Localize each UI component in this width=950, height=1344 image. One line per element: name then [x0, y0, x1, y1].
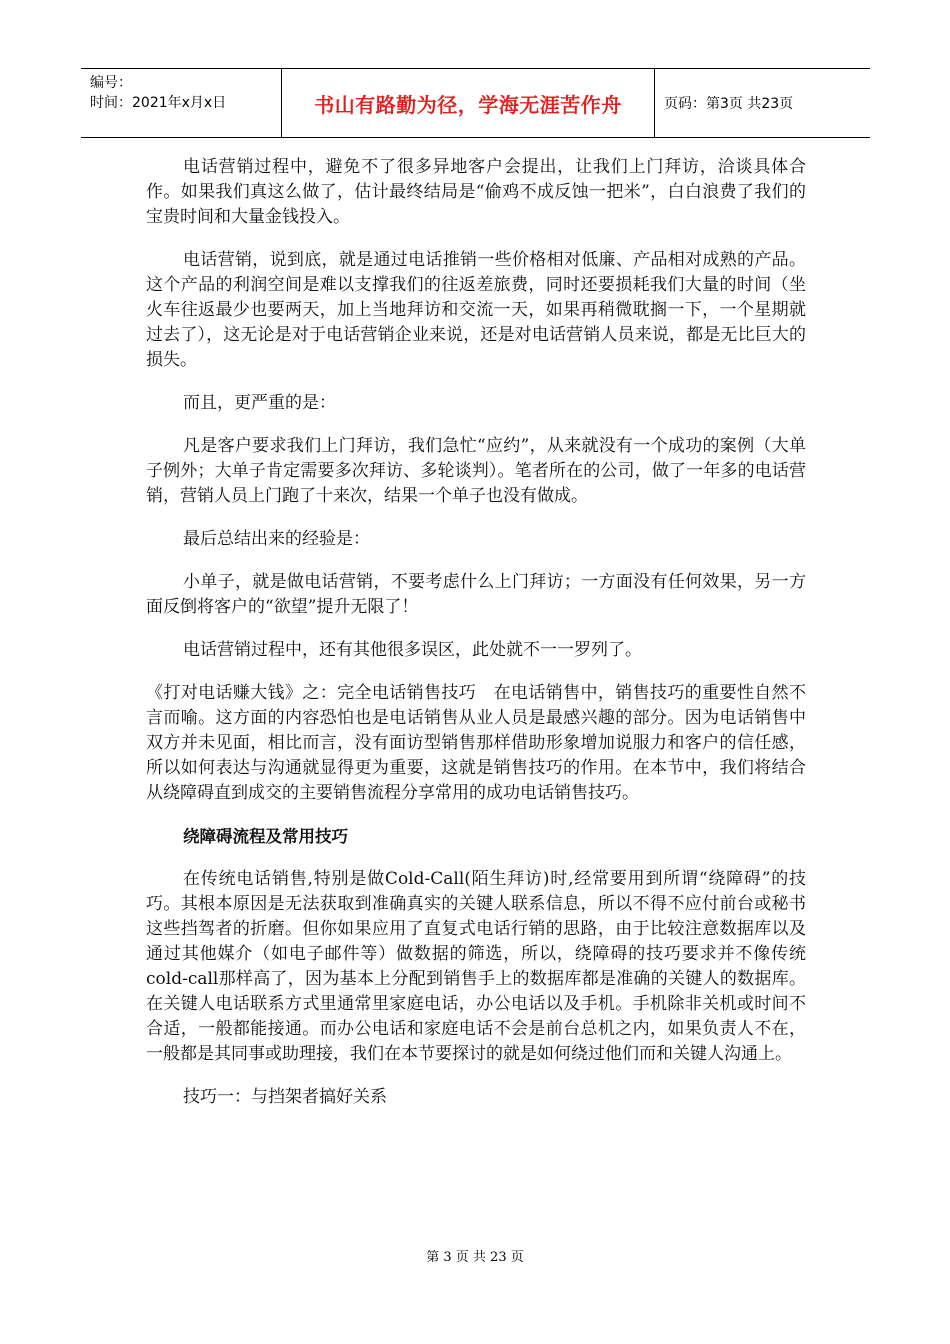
paragraph: 技巧一：与挡架者搞好关系: [183, 1087, 387, 1107]
document-body: [146, 155, 806, 1110]
paragraph: 凡是客户要求我们上门拜访，我们急忙“应约”，从来就没有一个成功的案例（大单子例外；大单子肯定需要多次拜访、多轮谈判）。笔者所在的公司，做了一年多的电话营销，营销人员上门跑了十来次，结果一个单子也没有做成。: [146, 436, 806, 506]
header-meta: [81, 69, 282, 137]
paragraph: 而且，更严重的是：: [183, 393, 336, 413]
document-number-label: 编号：: [90, 75, 132, 91]
paragraph: 小单子，就是做电话营销，不要考虑什么上门拜访；一方面没有任何效果，另一方面反倒将客户的“欲望”提升无限了！: [146, 572, 806, 617]
document-date-label: 时间：2021年x月x日: [90, 95, 227, 111]
page-footer: 第 3 页 共 23 页: [426, 1250, 524, 1265]
paragraph: 在传统电话销售,特别是做Cold-Call(陌生拜访)时,经常要用到所谓“绕障碍”的技巧。其根本原因是无法获取到准确真实的关键人联系信息，所以不得不应付前台或秘书这些挡驾者的折磨。但你如果应用了直复式电话行销的思路，由于比较注意数据库以及通过其他媒介（如电子邮件等）做数据的筛选，所以，绕障碍的技巧要求并不像传统cold-call那样高了，因为基本上分配到销售手上的数据库都是准确的关键人的数据库。在关键人电话联系方式里通常里家庭电话，办公电话以及手机。手机除非关机或时间不合适，一般都能接通。而办公电话和家庭电话不会是前台总机之内，如果负责人不在，一般都是其同事或助理接，我们在本节要探讨的就是如何绕过他们而和关键人沟通上。: [146, 869, 806, 1064]
paragraph: 电话营销过程中，避免不了很多异地客户会提出，让我们上门拜访，洽谈具体合作。如果我们真这么做了，估计最终结局是“偷鸡不成反蚀一把米”，白白浪费了我们的宝贵时间和大量金钱投入。: [146, 157, 806, 227]
header-motto: 书山有路勤为径，学海无涯苦作舟: [282, 69, 655, 137]
section-heading: 绕障碍流程及常用技巧: [183, 827, 348, 846]
paragraph: 电话营销过程中，还有其他很多误区，此处就不一一罗列了。: [183, 640, 642, 660]
header-page-number: 页码：第3页 共23页: [664, 96, 794, 112]
paragraph: 《打对电话赚大钱》之：完全电话销售技巧 在电话销售中，销售技巧的重要性自然不言而喻。这方面的内容恐怕也是电话销售从业人员是最感兴趣的部分。因为电话销售中双方并未见面，相比而言，没有面访型销售那样借助形象增加说服力和客户的信任感，所以如何表达与沟通就显得更为重要，这就是销售技巧的作用。在本节中，我们将结合从绕障碍直到成交的主要销售流程分享常用的成功电话销售技巧。: [146, 683, 806, 803]
paragraph: 最后总结出来的经验是：: [183, 529, 370, 549]
page-header: [81, 68, 870, 138]
paragraph: 电话营销，说到底，就是通过电话推销一些价格相对低廉、产品相对成熟的产品。这个产品的利润空间是难以支撑我们的往返差旅费，同时还要损耗我们大量的时间（坐火车往返最少也要两天，加上当地拜访和交流一天，如果再稍微耽搁一下，一个星期就过去了），这无论是对于电话营销企业来说，还是对电话营销人员来说，都是无比巨大的损失。: [146, 250, 806, 370]
